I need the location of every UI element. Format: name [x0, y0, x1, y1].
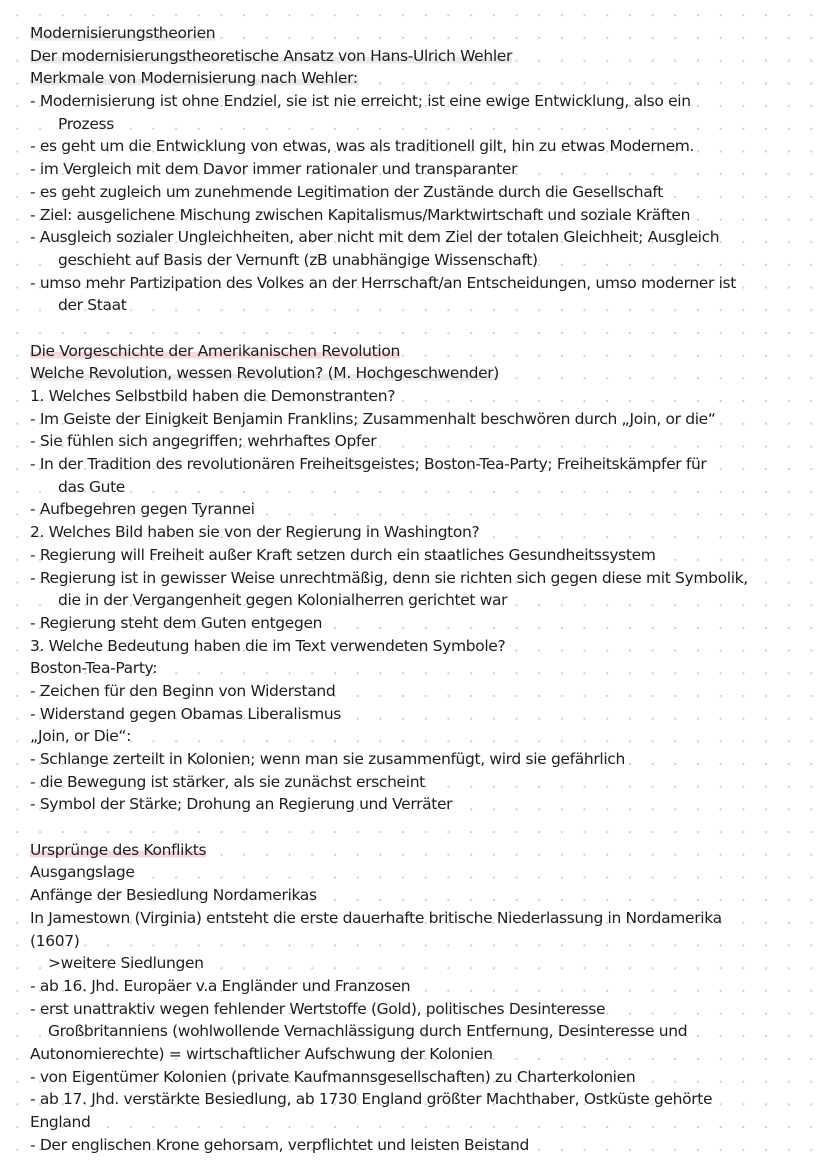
section-heading: Merkmale von Modernisierung nach Wehler:	[30, 69, 358, 88]
question-line: 1. Welches Selbstbild haben die Demonstranten?	[30, 387, 396, 405]
text-line: Boston-Tea-Party:	[30, 659, 158, 678]
text-line: - Im Geiste der Einigkeit Benjamin Franklins; Zusammenhalt beschwören durch „Join, or die“	[30, 409, 716, 428]
text-line: England	[30, 1113, 91, 1131]
text-line: - erst unattraktiv wegen fehlender Wertstoffe (Gold), politisches Desinteresse	[30, 999, 606, 1018]
text-line: - es geht zugleich um zunehmende Legitimation der Zustände durch die Gesellschaft	[30, 182, 663, 201]
spacer	[30, 816, 798, 839]
text-line: - ab 17. Jhd. verstärkte Besiedlung, ab 1730 England größter Machthaber, Ostküste gehörte	[30, 1090, 713, 1109]
text-line: - Zeichen für den Beginn von Widerstand	[30, 681, 336, 700]
text-line: - Widerstand gegen Obamas Liberalismus	[30, 704, 342, 723]
text-line: - Schlange zerteilt in Kolonien; wenn man sie zusammenfügt, wird sie gefährlich	[30, 750, 625, 768]
text-line: „Join, or Die“:	[30, 727, 131, 746]
text-line: - im Vergleich mit dem Davor immer rationaler und transparanter	[30, 160, 518, 179]
text-line: - Sie fühlen sich angegriffen; wehrhaftes Opfer	[30, 432, 377, 451]
text-line: - In der Tradition des revolutionären Freiheitsgeistes; Boston-Tea-Party; Freiheitskämpfer für	[30, 455, 707, 474]
text-line: Anfänge der Besiedlung Nordamerikas	[30, 886, 317, 905]
section-subtitle: Welche Revolution, wessen Revolution? (M. Hochgeschwender)	[30, 364, 499, 383]
text-line: In Jamestown (Virginia) entsteht die erste dauerhafte britische Niederlassung in Nordamerika	[30, 908, 722, 927]
question-line: 2. Welches Bild haben sie von der Regierung in Washington?	[30, 523, 480, 542]
text-line: - Aufbegehren gegen Tyrannei	[30, 500, 255, 519]
section-modernisierungstheorien	[30, 22, 798, 317]
text-line: Prozess	[58, 114, 114, 133]
text-line: - umso mehr Partizipation des Volkes an der Herrschaft/an Entscheidungen, umso moderner ist	[30, 273, 736, 292]
text-line: - Regierung will Freiheit außer Kraft setzen durch ein staatliches Gesundheitssystem	[30, 545, 656, 564]
section-title: Modernisierungstheorien	[30, 24, 216, 42]
text-line: - Ziel: ausgelichene Mischung zwischen Kapitalismus/Marktwirtschaft und soziale Kräften	[30, 205, 691, 224]
text-line: die in der Vergangenheit gegen Kolonialherren gerichtet war	[58, 591, 508, 610]
text-line: - Ausgleich sozialer Ungleichheiten, aber nicht mit dem Ziel der totalen Gleichheit; Ausgleich	[30, 228, 720, 247]
text-line: >weitere Siedlungen	[48, 954, 204, 973]
text-line: - Regierung steht dem Guten entgegen	[30, 613, 323, 632]
text-line: Autonomierechte) = wirtschaftlicher Aufschwung der Kolonien	[30, 1044, 493, 1063]
text-line: - Symbol der Stärke; Drohung an Regierung und Verräter	[30, 795, 453, 814]
text-line: der Staat	[58, 296, 127, 315]
text-line: - es geht um die Entwicklung von etwas, was als traditionell gilt, hin zu etwas Modernem.	[30, 137, 695, 156]
section-title: Die Vorgeschichte der Amerikanischen Revolution	[30, 341, 400, 360]
text-line: - ab 16. Jhd. Europäer v.a Engländer und Franzosen	[30, 976, 411, 995]
section-vorgeschichte	[30, 340, 798, 816]
section-subtitle: Ausgangslage	[30, 863, 135, 882]
text-line: - Der englischen Krone gehorsam, verpflichtet und leisten Beistand	[30, 1135, 530, 1154]
spacer	[30, 317, 798, 340]
text-line: Großbritanniens (wohlwollende Vernachlässigung durch Entfernung, Desinteresse und	[48, 1022, 688, 1041]
section-subtitle: Der modernisierungstheoretische Ansatz von Hans-Ulrich Wehler	[30, 46, 513, 65]
section-urspruenge	[30, 839, 798, 1157]
text-line: (1607)	[30, 931, 80, 950]
text-line: - Modernisierung ist ohne Endziel, sie ist nie erreicht; ist eine ewige Entwicklung, also ein	[30, 92, 691, 111]
text-line: - Regierung ist in gewisser Weise unrechtmäßig, denn sie richten sich gegen diese mit Symbolik,	[30, 568, 748, 587]
text-line: - von Eigentümer Kolonien (private Kaufmannsgesellschaften) zu Charterkolonien	[30, 1067, 636, 1086]
text-line: geschieht auf Basis der Vernunft (zB unabhängige Wissenschaft)	[58, 250, 538, 269]
section-title: Ursprünge des Konflikts	[30, 840, 207, 859]
question-line: 3. Welche Bedeutung haben die im Text verwendeten Symbole?	[30, 636, 506, 655]
text-line: - die Bewegung ist stärker, als sie zunächst erscheint	[30, 772, 425, 791]
text-line: das Gute	[58, 477, 125, 496]
